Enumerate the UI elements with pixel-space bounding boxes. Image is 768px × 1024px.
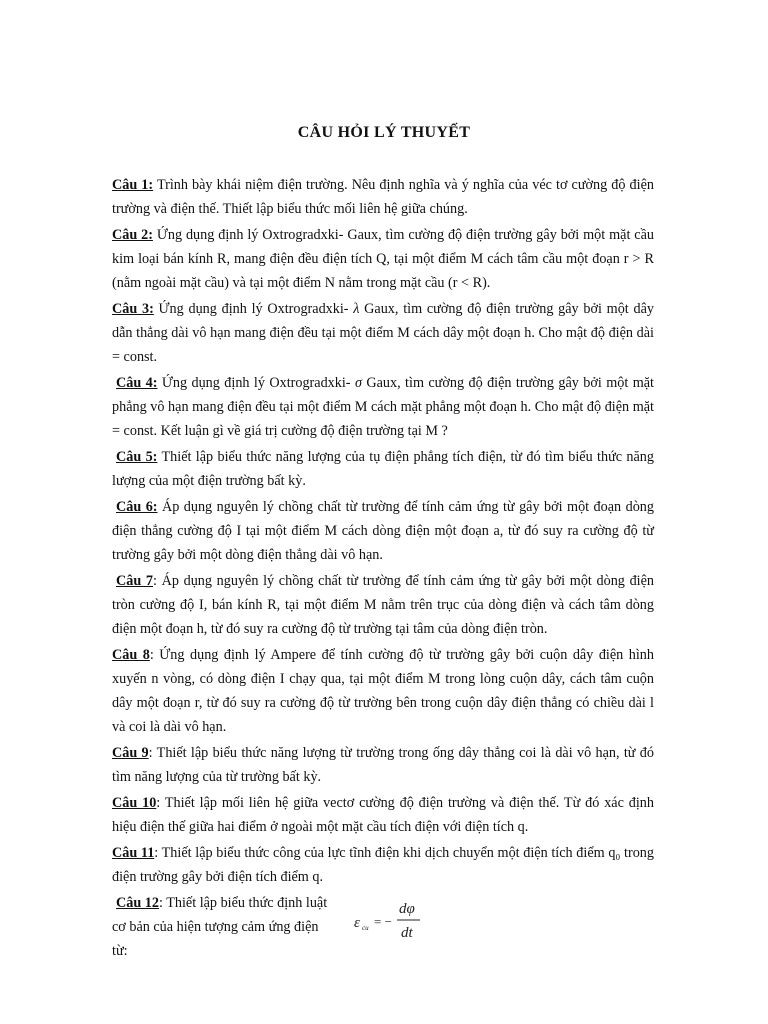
question-text: : Ứng dụng định lý Ampere để tính cường độ từ trường gây bởi cuộn dây điện hình xuyến n vòng, có dòng điện I chạy qua, tại một điểm M trong lòng cuộn dây, cách tâm cuộn dây một đoạn r, từ đó suy ra cường độ từ trường bên trong cuộn dây điện thẳng có chiều dài l và coi là dài vô hạn. [112, 647, 654, 735]
sigma-symbol: σ [354, 375, 362, 391]
formula-equals-minus: = − [374, 914, 392, 929]
question-text: Trình bày khái niệm điện trường. Nêu định nghĩa và ý nghĩa của véc tơ cường độ điện trường và điện thế. Thiết lập biểu thức mối liên hệ giữa chúng. [112, 177, 654, 217]
question-12-line-2: cơ bản của hiện tượng cảm ứng điện [112, 919, 319, 935]
question-list [112, 173, 654, 963]
question-9 [112, 741, 654, 789]
question-text: Gaux, tìm cường độ điện trường gây bởi một dây dẫn thẳng dài vô hạn mang điện đều tại một điểm M cách dây một đoạn h. Cho mật độ điện dài = const. [112, 301, 654, 365]
question-text: : Thiết lập biểu thức công của lực tĩnh điện khi dịch chuyển một điện tích điểm q₀ trong điện trường gây bởi điện tích điểm q. [112, 845, 654, 885]
question-label: Câu 8 [112, 647, 150, 663]
formula-numerator: dφ [399, 901, 415, 917]
question-text: : Thiết lập mối liên hệ giữa vectơ cường độ điện trường và điện thế. Từ đó xác định hiệu điện thế giữa hai điểm ở ngoài một mặt cầu tích điện với điện tích q. [112, 795, 654, 835]
question-8 [112, 643, 654, 739]
question-6 [112, 495, 654, 567]
question-label: Câu 11 [112, 845, 155, 861]
question-10 [112, 791, 654, 839]
question-12-line-3: từ: [112, 943, 128, 959]
question-12-line-1 [116, 891, 327, 915]
question-text: Ứng dụng định lý Oxtrogradxki- Gaux, tìm cường độ điện trường gây bởi một mặt cầu kim loại bán kính R, mang điện đều điện tích Q, tại một điểm M cách tâm cầu một đoạn r > R (nằm ngoài mặt cầu) và tại một điểm N nằm trong mặt cầu (r < R). [112, 227, 654, 291]
question-text: : Thiết lập biểu thức năng lượng từ trường trong ống dây thẳng coi là dài vô hạn, từ đó tìm năng lượng của từ trường bất kỳ. [112, 745, 654, 785]
question-label: Câu 12 [116, 895, 159, 911]
question-label: Câu 5: [116, 449, 158, 465]
question-2 [112, 223, 654, 295]
formula-subscript: cu [362, 924, 369, 932]
question-3 [112, 297, 654, 369]
question-text: Gaux, tìm cường độ điện trường gây bởi một mặt phẳng vô hạn mang điện đều tại một điểm M cách mặt phẳng một đoạn h. Cho mật độ điện mặt = const. Kết luận gì về giá trị cường độ điện trường tại M ? [112, 375, 654, 439]
question-label: Câu 9 [112, 745, 149, 761]
formula-denominator: dt [401, 925, 413, 941]
question-1 [112, 173, 654, 221]
question-5 [112, 445, 654, 493]
question-4 [112, 371, 654, 443]
question-11 [112, 841, 654, 889]
question-text: : Áp dụng nguyên lý chồng chất từ trường để tính cảm ứng từ gây bởi một dòng điện tròn cường độ I, bán kính R, tại một điểm M nằm trên trục của dòng điện và cách tâm dòng điện một đoạn h, từ đó suy ra cường độ từ trường tại tâm của dòng điện tròn. [112, 573, 654, 637]
question-text: : Thiết lập biểu thức định luật [158, 895, 328, 911]
question-text: Ứng dụng định lý Oxtrogradxki- [157, 375, 355, 391]
question-text: Áp dụng nguyên lý chồng chất từ trường để tính cảm ứng từ gây bởi một đoạn dòng điện thẳng cường độ I tại một điểm M cách dòng điện một đoạn a, từ đó suy ra cường độ từ trường gây bởi một dòng điện thẳng dài vô hạn. [112, 499, 654, 563]
question-label: Câu 4: [116, 375, 158, 391]
question-label: Câu 3: [112, 301, 154, 317]
page-title: CÂU HỎI LÝ THUYẾT [297, 124, 471, 141]
question-text: Ứng dụng định lý Oxtrogradxki- [153, 301, 354, 317]
faraday-law-formula [352, 893, 432, 949]
formula-emf: ε [354, 915, 360, 931]
question-7 [112, 569, 654, 641]
question-text: Thiết lập biểu thức năng lượng của tụ điện phẳng tích điện, từ đó tìm biểu thức năng lượng của một điện trường bất kỳ. [112, 449, 654, 489]
question-label: Câu 2: [112, 227, 153, 243]
question-label: Câu 1: [112, 177, 154, 193]
question-label: Câu 6: [116, 499, 158, 515]
lambda-symbol: λ [353, 301, 360, 317]
question-label: Câu 10 [112, 795, 157, 811]
question-label: Câu 7 [116, 573, 153, 589]
question-12 [112, 891, 654, 963]
